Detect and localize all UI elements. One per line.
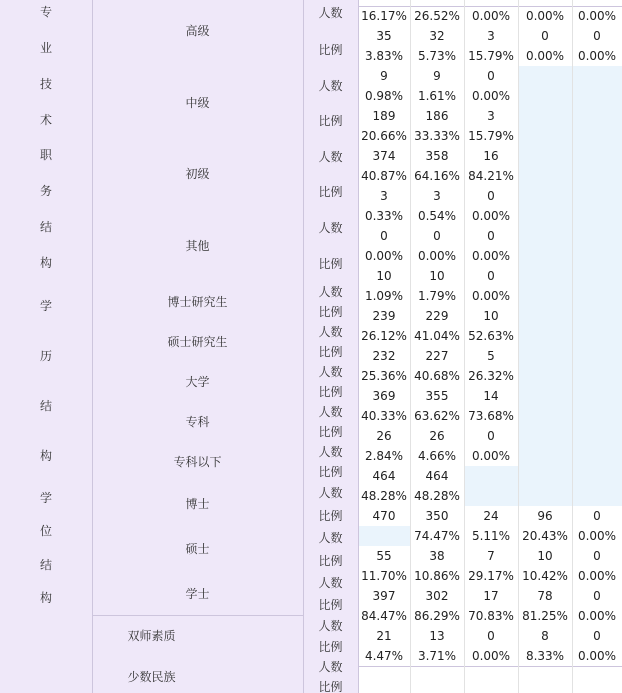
label-divider — [358, 0, 359, 693]
type-label-ratio: 比例 — [303, 461, 358, 481]
value-cell: 64.16% — [410, 166, 464, 186]
value-cell — [518, 86, 572, 106]
value-cell: 96 — [518, 506, 572, 526]
value-cell — [572, 306, 622, 326]
value-cell: 26.12% — [358, 326, 410, 346]
value-cell: 0.00% — [572, 46, 622, 66]
type-label-count: 人数 — [303, 138, 358, 174]
section-char: 构 — [39, 256, 52, 271]
value-cell: 189 — [358, 106, 410, 126]
value-cell: 33.33% — [410, 126, 464, 146]
value-cell: 0.00% — [572, 646, 622, 666]
value-cell: 16 — [464, 146, 518, 166]
value-cell: 4.47% — [358, 646, 410, 666]
grid-line — [92, 615, 303, 616]
value-cell — [518, 126, 572, 146]
column-divider — [518, 0, 519, 693]
category-label: 专科 — [92, 401, 303, 441]
value-cell: 0 — [464, 226, 518, 246]
value-cell: 0.00% — [464, 646, 518, 666]
value-cell — [464, 466, 518, 486]
value-cell: 48.28% — [358, 486, 410, 506]
value-cell — [518, 466, 572, 486]
section-char: 务 — [39, 184, 52, 199]
value-cell: 5 — [464, 346, 518, 366]
value-cell: 81.25% — [518, 606, 572, 626]
value-cell — [518, 446, 572, 466]
section-char: 历 — [39, 349, 52, 363]
value-cell: 48.28% — [410, 486, 464, 506]
value-cell — [572, 226, 622, 246]
value-cell: 40.87% — [358, 166, 410, 186]
type-label-count: 人数 — [303, 615, 358, 636]
value-cell — [518, 366, 572, 386]
grid-line — [358, 666, 622, 667]
value-cell: 10 — [518, 546, 572, 566]
value-cell: 10.86% — [410, 566, 464, 586]
value-cell: 25.36% — [358, 366, 410, 386]
value-cell: 186 — [410, 106, 464, 126]
value-cell: 8 — [518, 626, 572, 646]
value-cell — [518, 386, 572, 406]
section-label-minority: 少数民族 — [0, 656, 303, 693]
value-cell: 0.00% — [464, 286, 518, 306]
section-char: 结 — [39, 399, 52, 413]
section-char: 术 — [39, 112, 52, 127]
type-label-count: 人数 — [303, 571, 358, 593]
value-cell — [572, 446, 622, 466]
value-cell: 0 — [572, 626, 622, 646]
value-cell: 10 — [410, 266, 464, 286]
value-cell — [572, 426, 622, 446]
value-cell — [572, 406, 622, 426]
value-cell — [572, 386, 622, 406]
value-cell: 0.00% — [572, 526, 622, 546]
category-label: 博士 — [92, 481, 303, 526]
value-cell: 11.70% — [358, 566, 410, 586]
type-label-count: 人数 — [303, 321, 358, 341]
value-cell: 0.00% — [464, 246, 518, 266]
column-divider — [410, 0, 411, 693]
value-cell: 369 — [358, 386, 410, 406]
value-cell: 227 — [410, 346, 464, 366]
value-cell — [572, 286, 622, 306]
type-label-count: 人数 — [303, 209, 358, 245]
value-cell: 35 — [358, 26, 410, 46]
value-cell: 10 — [464, 306, 518, 326]
value-cell: 15.79% — [464, 46, 518, 66]
value-cell — [572, 266, 622, 286]
value-cell: 302 — [410, 586, 464, 606]
value-cell: 17 — [464, 586, 518, 606]
value-cell: 0 — [464, 266, 518, 286]
section-char: 专 — [39, 4, 52, 19]
value-cell: 32 — [410, 26, 464, 46]
type-label-count: 人数 — [303, 0, 358, 31]
category-label: 初级 — [92, 138, 303, 209]
type-label-ratio: 比例 — [303, 549, 358, 571]
value-cell: 1.79% — [410, 286, 464, 306]
value-cell: 84.47% — [358, 606, 410, 626]
category-label: 大学 — [92, 361, 303, 401]
value-cell: 3 — [410, 186, 464, 206]
value-cell: 0.00% — [572, 6, 622, 26]
value-cell — [572, 246, 622, 266]
value-cell-clipped — [464, 686, 518, 693]
section-char: 职 — [39, 148, 52, 163]
value-cell — [518, 266, 572, 286]
value-cell: 9 — [358, 66, 410, 86]
label-divider — [303, 0, 304, 693]
type-label-ratio: 比例 — [303, 381, 358, 401]
category-label: 博士研究生 — [92, 281, 303, 321]
value-cell: 10 — [358, 266, 410, 286]
value-cell: 0.00% — [572, 566, 622, 586]
label-divider — [92, 0, 93, 693]
value-cell: 73.68% — [464, 406, 518, 426]
value-cell: 0.00% — [572, 606, 622, 626]
value-cell: 40.68% — [410, 366, 464, 386]
value-cell: 0 — [410, 226, 464, 246]
type-label-ratio: 比例 — [303, 301, 358, 321]
value-cell — [518, 246, 572, 266]
value-cell — [518, 326, 572, 346]
section-char: 业 — [39, 40, 52, 55]
type-label-count: 人数 — [303, 441, 358, 461]
value-cell — [518, 166, 572, 186]
category-label: 专科以下 — [92, 441, 303, 481]
value-cell — [518, 206, 572, 226]
section-label-dual: 双师素质 — [0, 615, 303, 656]
value-cell: 470 — [358, 506, 410, 526]
value-cell: 0.00% — [358, 246, 410, 266]
type-label-ratio: 比例 — [303, 341, 358, 361]
category-label: 其他 — [92, 209, 303, 281]
category-label: 中级 — [92, 67, 303, 138]
section-char: 结 — [39, 557, 52, 572]
value-cell: 374 — [358, 146, 410, 166]
value-cell: 86.29% — [410, 606, 464, 626]
value-cell: 4.66% — [410, 446, 464, 466]
section-char: 学 — [39, 299, 52, 313]
type-label-ratio: 比例 — [303, 593, 358, 615]
value-cell: 0 — [464, 186, 518, 206]
value-cell: 78 — [518, 586, 572, 606]
type-label-count: 人数 — [303, 401, 358, 421]
value-cell-clipped — [518, 686, 572, 693]
value-cell — [572, 326, 622, 346]
value-cell-clipped — [572, 686, 622, 693]
section-char: 构 — [39, 449, 52, 463]
value-cell: 20.43% — [518, 526, 572, 546]
value-cell — [572, 486, 622, 506]
value-cell: 70.83% — [464, 606, 518, 626]
type-label-ratio: 比例 — [303, 103, 358, 138]
value-cell: 5.73% — [410, 46, 464, 66]
type-label-ratio: 比例 — [303, 31, 358, 67]
value-cell: 15.79% — [464, 126, 518, 146]
value-cell — [518, 406, 572, 426]
section-label-education — [0, 281, 92, 481]
value-cell — [572, 466, 622, 486]
section-label-professional-tech-title — [0, 0, 92, 281]
category-label: 高级 — [92, 0, 303, 67]
value-cell: 63.62% — [410, 406, 464, 426]
value-cell: 20.66% — [358, 126, 410, 146]
value-cell — [518, 426, 572, 446]
value-cell: 13 — [410, 626, 464, 646]
value-cell — [572, 126, 622, 146]
value-cell — [572, 66, 622, 86]
value-cell — [518, 146, 572, 166]
value-cell: 55 — [358, 546, 410, 566]
value-cell: 38 — [410, 546, 464, 566]
value-cell: 355 — [410, 386, 464, 406]
value-cell: 26 — [358, 426, 410, 446]
value-cell: 0 — [518, 26, 572, 46]
value-cell: 3 — [358, 186, 410, 206]
value-cell: 358 — [410, 146, 464, 166]
value-cell — [572, 146, 622, 166]
value-cell — [572, 186, 622, 206]
value-cell — [572, 106, 622, 126]
type-label-ratio: 比例 — [303, 676, 358, 693]
grid-line — [358, 6, 622, 7]
value-cell — [518, 306, 572, 326]
value-cell: 0 — [572, 546, 622, 566]
type-label-count: 人数 — [303, 67, 358, 103]
column-divider — [464, 0, 465, 693]
section-label-degree — [0, 481, 92, 615]
section-char: 技 — [39, 76, 52, 91]
value-cell: 0 — [464, 626, 518, 646]
value-cell: 5.11% — [464, 526, 518, 546]
value-cell: 21 — [358, 626, 410, 646]
section-char: 位 — [39, 524, 52, 539]
type-label-count: 人数 — [303, 281, 358, 301]
type-label-ratio: 比例 — [303, 636, 358, 656]
value-cell: 0.00% — [518, 6, 572, 26]
value-cell: 397 — [358, 586, 410, 606]
type-label-count: 人数 — [303, 481, 358, 504]
value-cell: 3.71% — [410, 646, 464, 666]
value-cell: 0.00% — [464, 6, 518, 26]
column-divider — [572, 0, 573, 693]
value-cell: 232 — [358, 346, 410, 366]
value-cell: 29.17% — [464, 566, 518, 586]
value-cell — [518, 486, 572, 506]
value-cell: 0 — [572, 26, 622, 46]
type-label-count: 人数 — [303, 656, 358, 676]
category-label: 学士 — [92, 571, 303, 615]
value-cell: 0 — [464, 66, 518, 86]
value-cell — [518, 106, 572, 126]
value-cell: 8.33% — [518, 646, 572, 666]
type-label-ratio: 比例 — [303, 504, 358, 526]
value-cell: 0.00% — [518, 46, 572, 66]
value-cell — [572, 366, 622, 386]
value-cell: 26.52% — [410, 6, 464, 26]
value-cell-clipped — [410, 686, 464, 693]
category-label: 硕士研究生 — [92, 321, 303, 361]
type-label-ratio: 比例 — [303, 421, 358, 441]
value-cell: 229 — [410, 306, 464, 326]
section-char: 结 — [39, 220, 52, 235]
type-label-ratio: 比例 — [303, 174, 358, 209]
value-cell: 0 — [464, 426, 518, 446]
value-cell: 24 — [464, 506, 518, 526]
type-label-count: 人数 — [303, 361, 358, 381]
value-cell — [518, 226, 572, 246]
value-cell: 3 — [464, 26, 518, 46]
value-cell — [518, 286, 572, 306]
value-cell: 0.00% — [464, 206, 518, 226]
value-cell: 41.04% — [410, 326, 464, 346]
value-cell: 464 — [410, 466, 464, 486]
value-cell — [518, 66, 572, 86]
value-cell: 16.17% — [358, 6, 410, 26]
value-cell — [518, 186, 572, 206]
value-cell — [572, 346, 622, 366]
section-char: 构 — [39, 591, 52, 606]
value-cell: 26 — [410, 426, 464, 446]
category-label: 硕士 — [92, 526, 303, 571]
value-cell: 0.00% — [464, 446, 518, 466]
value-cell — [572, 86, 622, 106]
value-cell: 0 — [572, 506, 622, 526]
value-cell: 3.83% — [358, 46, 410, 66]
value-cell: 0.00% — [464, 86, 518, 106]
value-cell: 52.63% — [464, 326, 518, 346]
value-cell: 40.33% — [358, 406, 410, 426]
value-cell — [572, 206, 622, 226]
value-cell — [464, 486, 518, 506]
value-cell: 74.47% — [410, 526, 464, 546]
value-cell: 10.42% — [518, 566, 572, 586]
section-char: 学 — [39, 490, 52, 505]
value-cell — [358, 526, 410, 546]
value-cell: 1.09% — [358, 286, 410, 306]
type-label-ratio: 比例 — [303, 245, 358, 281]
value-cell: 0.00% — [410, 246, 464, 266]
type-label-count: 人数 — [303, 526, 358, 549]
value-cell: 3 — [464, 106, 518, 126]
value-cell: 0.98% — [358, 86, 410, 106]
value-cell: 14 — [464, 386, 518, 406]
value-cell: 0 — [358, 226, 410, 246]
value-cell: 0.33% — [358, 206, 410, 226]
value-cell — [572, 166, 622, 186]
value-cell: 464 — [358, 466, 410, 486]
value-cell: 0 — [572, 586, 622, 606]
value-cell: 1.61% — [410, 86, 464, 106]
value-cell: 350 — [410, 506, 464, 526]
value-cell: 26.32% — [464, 366, 518, 386]
value-cell: 2.84% — [358, 446, 410, 466]
value-cell-clipped — [358, 686, 410, 693]
value-cell: 239 — [358, 306, 410, 326]
value-cell: 84.21% — [464, 166, 518, 186]
value-cell: 9 — [410, 66, 464, 86]
value-cell: 0.54% — [410, 206, 464, 226]
value-cell — [518, 346, 572, 366]
value-cell: 7 — [464, 546, 518, 566]
